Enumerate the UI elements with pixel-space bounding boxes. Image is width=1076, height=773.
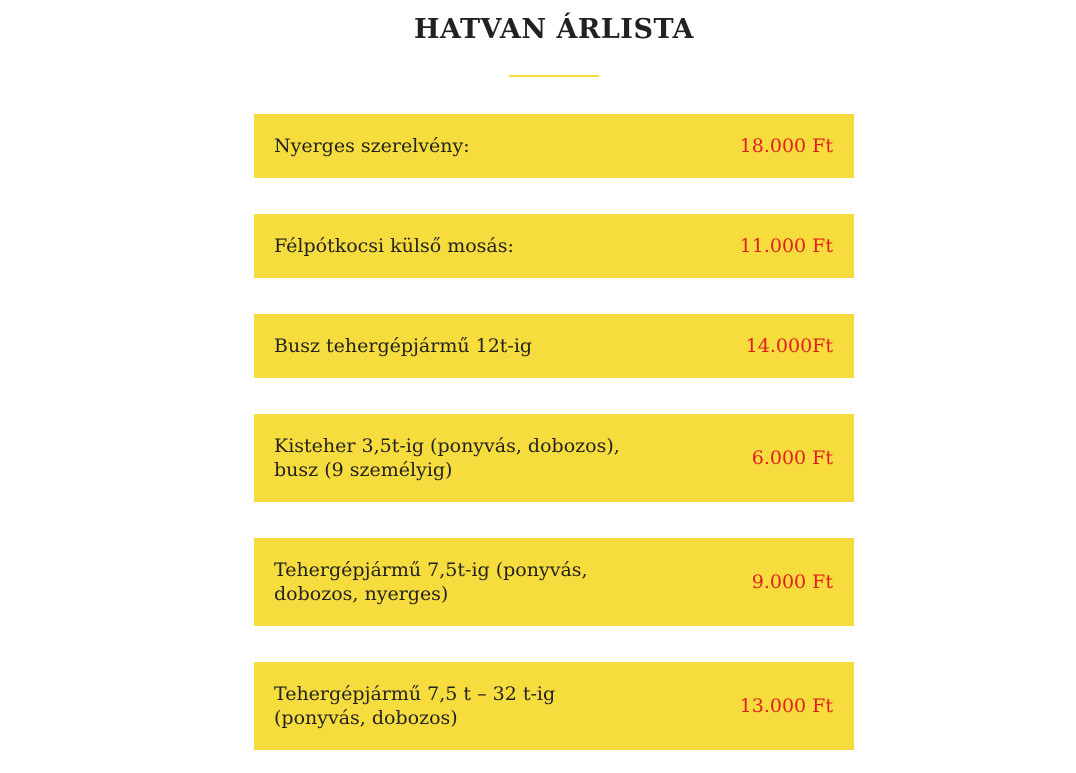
price-item-label: Tehergépjármű 7,5t-ig (ponyvás, dobozos, nyerges) — [274, 559, 588, 605]
price-row — [254, 114, 854, 178]
price-row — [254, 662, 854, 750]
price-item-label: Félpótkocsi külső mosás: — [274, 235, 514, 257]
title-divider — [509, 75, 599, 77]
price-item-value: 18.000 Ft — [739, 135, 833, 157]
price-item-label: Tehergépjármű 7,5 t – 32 t-ig (ponyvás, dobozos) — [274, 683, 556, 729]
price-row — [254, 314, 854, 378]
page-title: HATVAN ÁRLISTA — [413, 14, 695, 45]
price-item-value: 13.000 Ft — [739, 695, 833, 717]
price-list — [254, 114, 854, 773]
price-item-value: 6.000 Ft — [751, 447, 833, 469]
price-item-value: 11.000 Ft — [739, 235, 833, 257]
price-row — [254, 414, 854, 502]
price-item-value: 14.000Ft — [745, 335, 833, 357]
price-row — [254, 214, 854, 278]
price-item-label: Kisteher 3,5t-ig (ponyvás, dobozos), busz (9 személyig) — [274, 435, 620, 481]
price-item-label: Nyerges szerelvény: — [274, 135, 470, 157]
price-item-label: Busz tehergépjármű 12t-ig — [274, 335, 533, 357]
price-row — [254, 538, 854, 626]
price-item-value: 9.000 Ft — [751, 571, 833, 593]
